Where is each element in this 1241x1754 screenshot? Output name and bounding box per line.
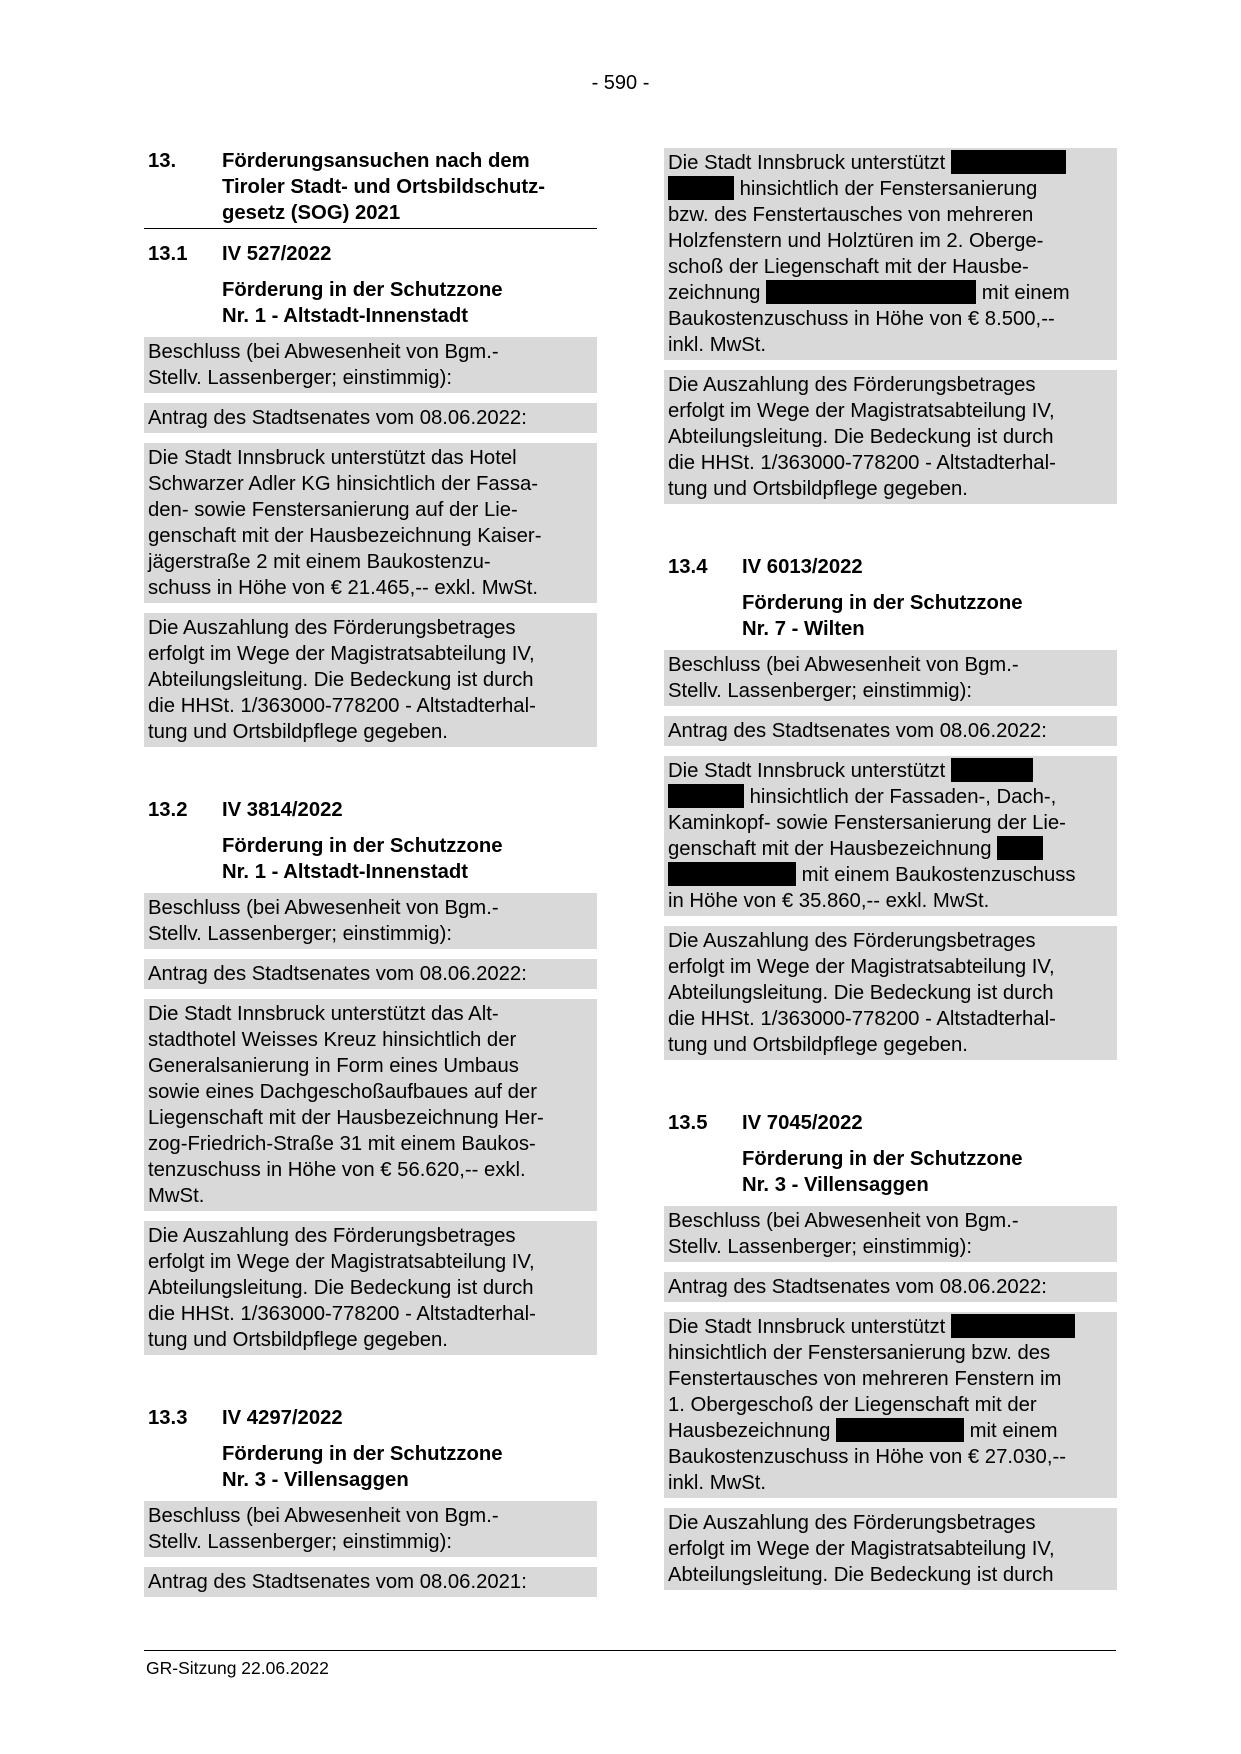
payout-text: Die Auszahlung des Förderungsbetrages erfolgt im Wege der Magistratsabteilung IV, Abteilungsleitung. Die Bedeckung ist durch die HHSt. 1/363000-778200 - Altstadterhal- tung und Ortsbildpflege gegeben. [664, 370, 1117, 504]
payout-text: Die Auszahlung des Förderungsbetrages erfolgt im Wege der Magistratsabteilung IV, Abteilungsleitung. Die Bedeckung ist durch die HHSt. 1/363000-778200 - Altstadterhal- tung und Ortsbildpflege gegeben. [664, 926, 1117, 1060]
redaction-block [997, 836, 1043, 860]
item-13-1 [144, 241, 597, 747]
footer-divider [144, 1650, 1116, 1651]
item-subtitle: Förderung in der Schutzzone Nr. 3 - Villensaggen [222, 1443, 503, 1491]
section-title: Förderungsansuchen nach dem Tiroler Stadt- und Ortsbildschutz- gesetz (SOG) 2021 [222, 150, 546, 224]
item-13-3 [144, 1405, 597, 1597]
item-subtitle: Förderung in der Schutzzone Nr. 1 - Altstadt-Innenstadt [222, 835, 503, 883]
item-header: 13.5 IV 7045/2022 [668, 1112, 863, 1134]
body-text: Die Stadt Innsbruck unterstützt das Hotel Schwarzer Adler KG hinsichtlich der Fassa- den- sowie Fenstersanierung auf der Lie- genschaft mit der Hausbezeichnung Kaiser- jägerstraße 2 mit einem Baukostenzu- schuss in Höhe von € 21.465,-- exkl. MwSt. [144, 443, 597, 603]
section-number: 13. [148, 150, 177, 172]
item-subtitle: Förderung in der Schutzzone Nr. 3 - Villensaggen [742, 1148, 1023, 1196]
body-text: Die Stadt Innsbruck unterstützt das Alt- stadthotel Weisses Kreuz hinsichtlich der Generalsanierung in Form eines Umbaus sowie eines Dachgeschoßaufbaues auf der Liegenschaft mit der Hausbezeichnung Her- zog-Friedrich-Straße 31 mit einem Baukos- tenzuschuss in Höhe von € 56.620,-- exkl. MwSt. [144, 999, 597, 1211]
body-text: Die Stadt Innsbruck unterstützt hinsichtlich der Fenstersanierung bzw. des Fenstertausches von mehreren Holzfenstern und Holztüren im 2. Oberge- schoß der Liegenschaft mit der Hausbe- zeichnung mit einem Baukostenzuschuss in Höhe von € 8.500,-- inkl. MwSt. [664, 148, 1117, 360]
payout-text: Die Auszahlung des Förderungsbetrages erfolgt im Wege der Magistratsabteilung IV, Abteilungsleitung. Die Bedeckung ist durch die HHSt. 1/363000-778200 - Altstadterhal- tung und Ortsbildpflege gegeben. [144, 613, 597, 747]
item-13-3-continued [664, 148, 1117, 504]
redaction-block [836, 1418, 964, 1442]
item-13-5 [664, 1110, 1117, 1590]
resolution-text: Beschluss (bei Abwesenheit von Bgm.- Stellv. Lassenberger; einstimmig): [144, 337, 597, 393]
footer-text: GR-Sitzung 22.06.2022 [146, 1658, 329, 1678]
item-header: 13.3 IV 4297/2022 [148, 1407, 343, 1429]
motion-text: Antrag des Stadtsenates vom 08.06.2022: [664, 1272, 1117, 1302]
resolution-text: Beschluss (bei Abwesenheit von Bgm.- Stellv. Lassenberger; einstimmig): [144, 1501, 597, 1557]
redaction-block [668, 862, 796, 886]
item-header: 13.4 IV 6013/2022 [668, 556, 863, 578]
item-13-2 [144, 797, 597, 1355]
redaction-block [766, 280, 976, 304]
payout-text: Die Auszahlung des Förderungsbetrages erfolgt im Wege der Magistratsabteilung IV, Abteilungsleitung. Die Bedeckung ist durch [664, 1508, 1117, 1590]
redaction-block [668, 784, 744, 808]
motion-text: Antrag des Stadtsenates vom 08.06.2022: [144, 959, 597, 989]
item-header: 13.1 IV 527/2022 [148, 243, 332, 265]
resolution-text: Beschluss (bei Abwesenheit von Bgm.- Stellv. Lassenberger; einstimmig): [664, 650, 1117, 706]
left-column [144, 148, 597, 1597]
page-number: - 590 - [591, 72, 650, 94]
right-column [664, 148, 1117, 1590]
redaction-block [951, 758, 1033, 782]
redaction-block [951, 150, 1066, 174]
body-text: Die Stadt Innsbruck unterstützt hinsichtlich der Fassaden-, Dach-, Kaminkopf- sowie Fenstersanierung der Lie- genschaft mit der Hausbezeichnung mit einem Baukostenzuschuss in Höhe von € 35.860,-- exkl. MwSt. [664, 756, 1117, 916]
item-subtitle: Förderung in der Schutzzone Nr. 7 - Wilten [742, 592, 1023, 640]
section-heading [144, 148, 597, 229]
item-subtitle: Förderung in der Schutzzone Nr. 1 - Altstadt-Innenstadt [222, 279, 503, 327]
redaction-block [668, 176, 734, 200]
resolution-text: Beschluss (bei Abwesenheit von Bgm.- Stellv. Lassenberger; einstimmig): [664, 1206, 1117, 1262]
item-header: 13.2 IV 3814/2022 [148, 799, 343, 821]
redaction-block [951, 1314, 1075, 1338]
body-text: Die Stadt Innsbruck unterstützt hinsichtlich der Fenstersanierung bzw. des Fenstertausches von mehreren Fenstern im 1. Obergeschoß der Liegenschaft mit der Hausbezeichnung mit einem Baukostenzuschuss in Höhe von € 27.030,-- inkl. MwSt. [664, 1312, 1117, 1498]
payout-text: Die Auszahlung des Förderungsbetrages erfolgt im Wege der Magistratsabteilung IV, Abteilungsleitung. Die Bedeckung ist durch die HHSt. 1/363000-778200 - Altstadterhal- tung und Ortsbildpflege gegeben. [144, 1221, 597, 1355]
item-13-4 [664, 554, 1117, 1060]
resolution-text: Beschluss (bei Abwesenheit von Bgm.- Stellv. Lassenberger; einstimmig): [144, 893, 597, 949]
motion-text: Antrag des Stadtsenates vom 08.06.2021: [144, 1567, 597, 1597]
motion-text: Antrag des Stadtsenates vom 08.06.2022: [664, 716, 1117, 746]
motion-text: Antrag des Stadtsenates vom 08.06.2022: [144, 403, 597, 433]
